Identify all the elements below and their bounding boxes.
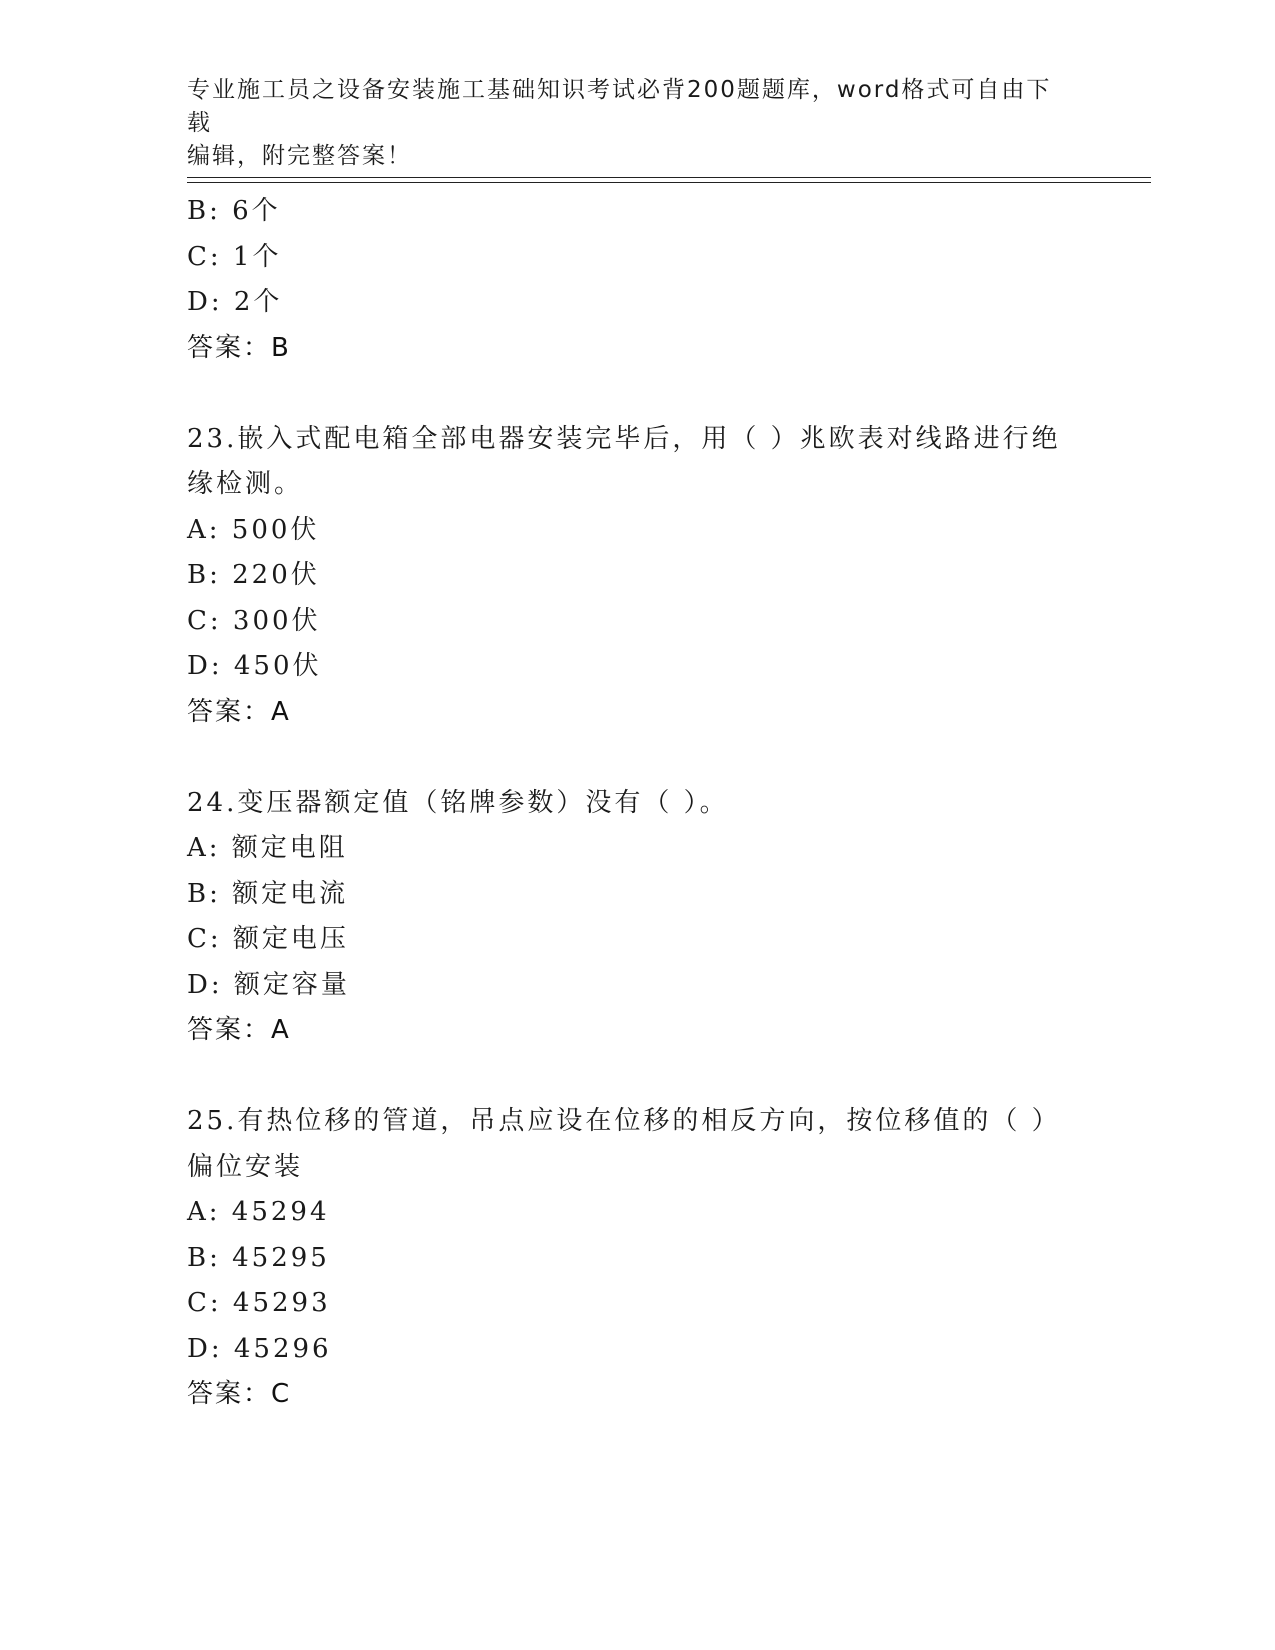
answer-line: 答案：A [187,1015,291,1045]
spacer [187,735,1067,781]
option-d: D: 2个 [187,287,283,317]
option-c: C: 1个 [187,241,282,272]
option-c: C: 300伏 [187,605,321,636]
question-stem-line-1: 24.变压器额定值（铭牌参数）没有（ ）。 [187,787,729,818]
header-rule-top [187,177,1151,178]
question-stem-line-1: 25.有热位移的管道，吊点应设在位移的相反方向，按位移值的（ ） [187,1106,1061,1136]
option-c: C: 45293 [187,1288,331,1318]
option-a: A: 额定电阻 [187,833,348,863]
answer-line: 答案：B [187,332,291,363]
spacer [187,371,1067,417]
option-b: B: 45295 [187,1242,330,1273]
document-body [187,189,1067,1418]
header-rule-bottom [187,182,1151,183]
option-b: B: 220伏 [187,560,320,590]
option-b: B: 6个 [187,196,281,226]
question-23 [187,417,1067,736]
option-d: D: 45296 [187,1333,332,1364]
question-stem-line-2: 偏位安装 [187,1151,304,1182]
option-a: A: 500伏 [187,514,320,545]
question-stem-line-1: 23.嵌入式配电箱全部电器安装完毕后，用（ ）兆欧表对线路进行绝 [187,423,1061,454]
option-c: C: 额定电压 [187,924,349,954]
option-d: D: 450伏 [187,651,322,681]
header-line-2: 编辑，附完整答案！ [187,143,412,169]
question-25 [187,1099,1067,1418]
question-stem-line-2: 缘检测。 [187,469,304,499]
option-a: A: 45294 [187,1197,330,1227]
option-d: D: 额定容量 [187,969,350,1000]
option-b: B: 额定电流 [187,878,349,909]
question-22-tail [187,189,1067,371]
document-header [187,74,1067,173]
question-24 [187,781,1067,1054]
spacer [187,1054,1067,1100]
answer-line: 答案：C [187,1379,292,1409]
header-line-1: 专业施工员之设备安装施工基础知识考试必背200题题库，word格式可自由下载 [187,77,1052,136]
answer-line: 答案：A [187,696,291,727]
